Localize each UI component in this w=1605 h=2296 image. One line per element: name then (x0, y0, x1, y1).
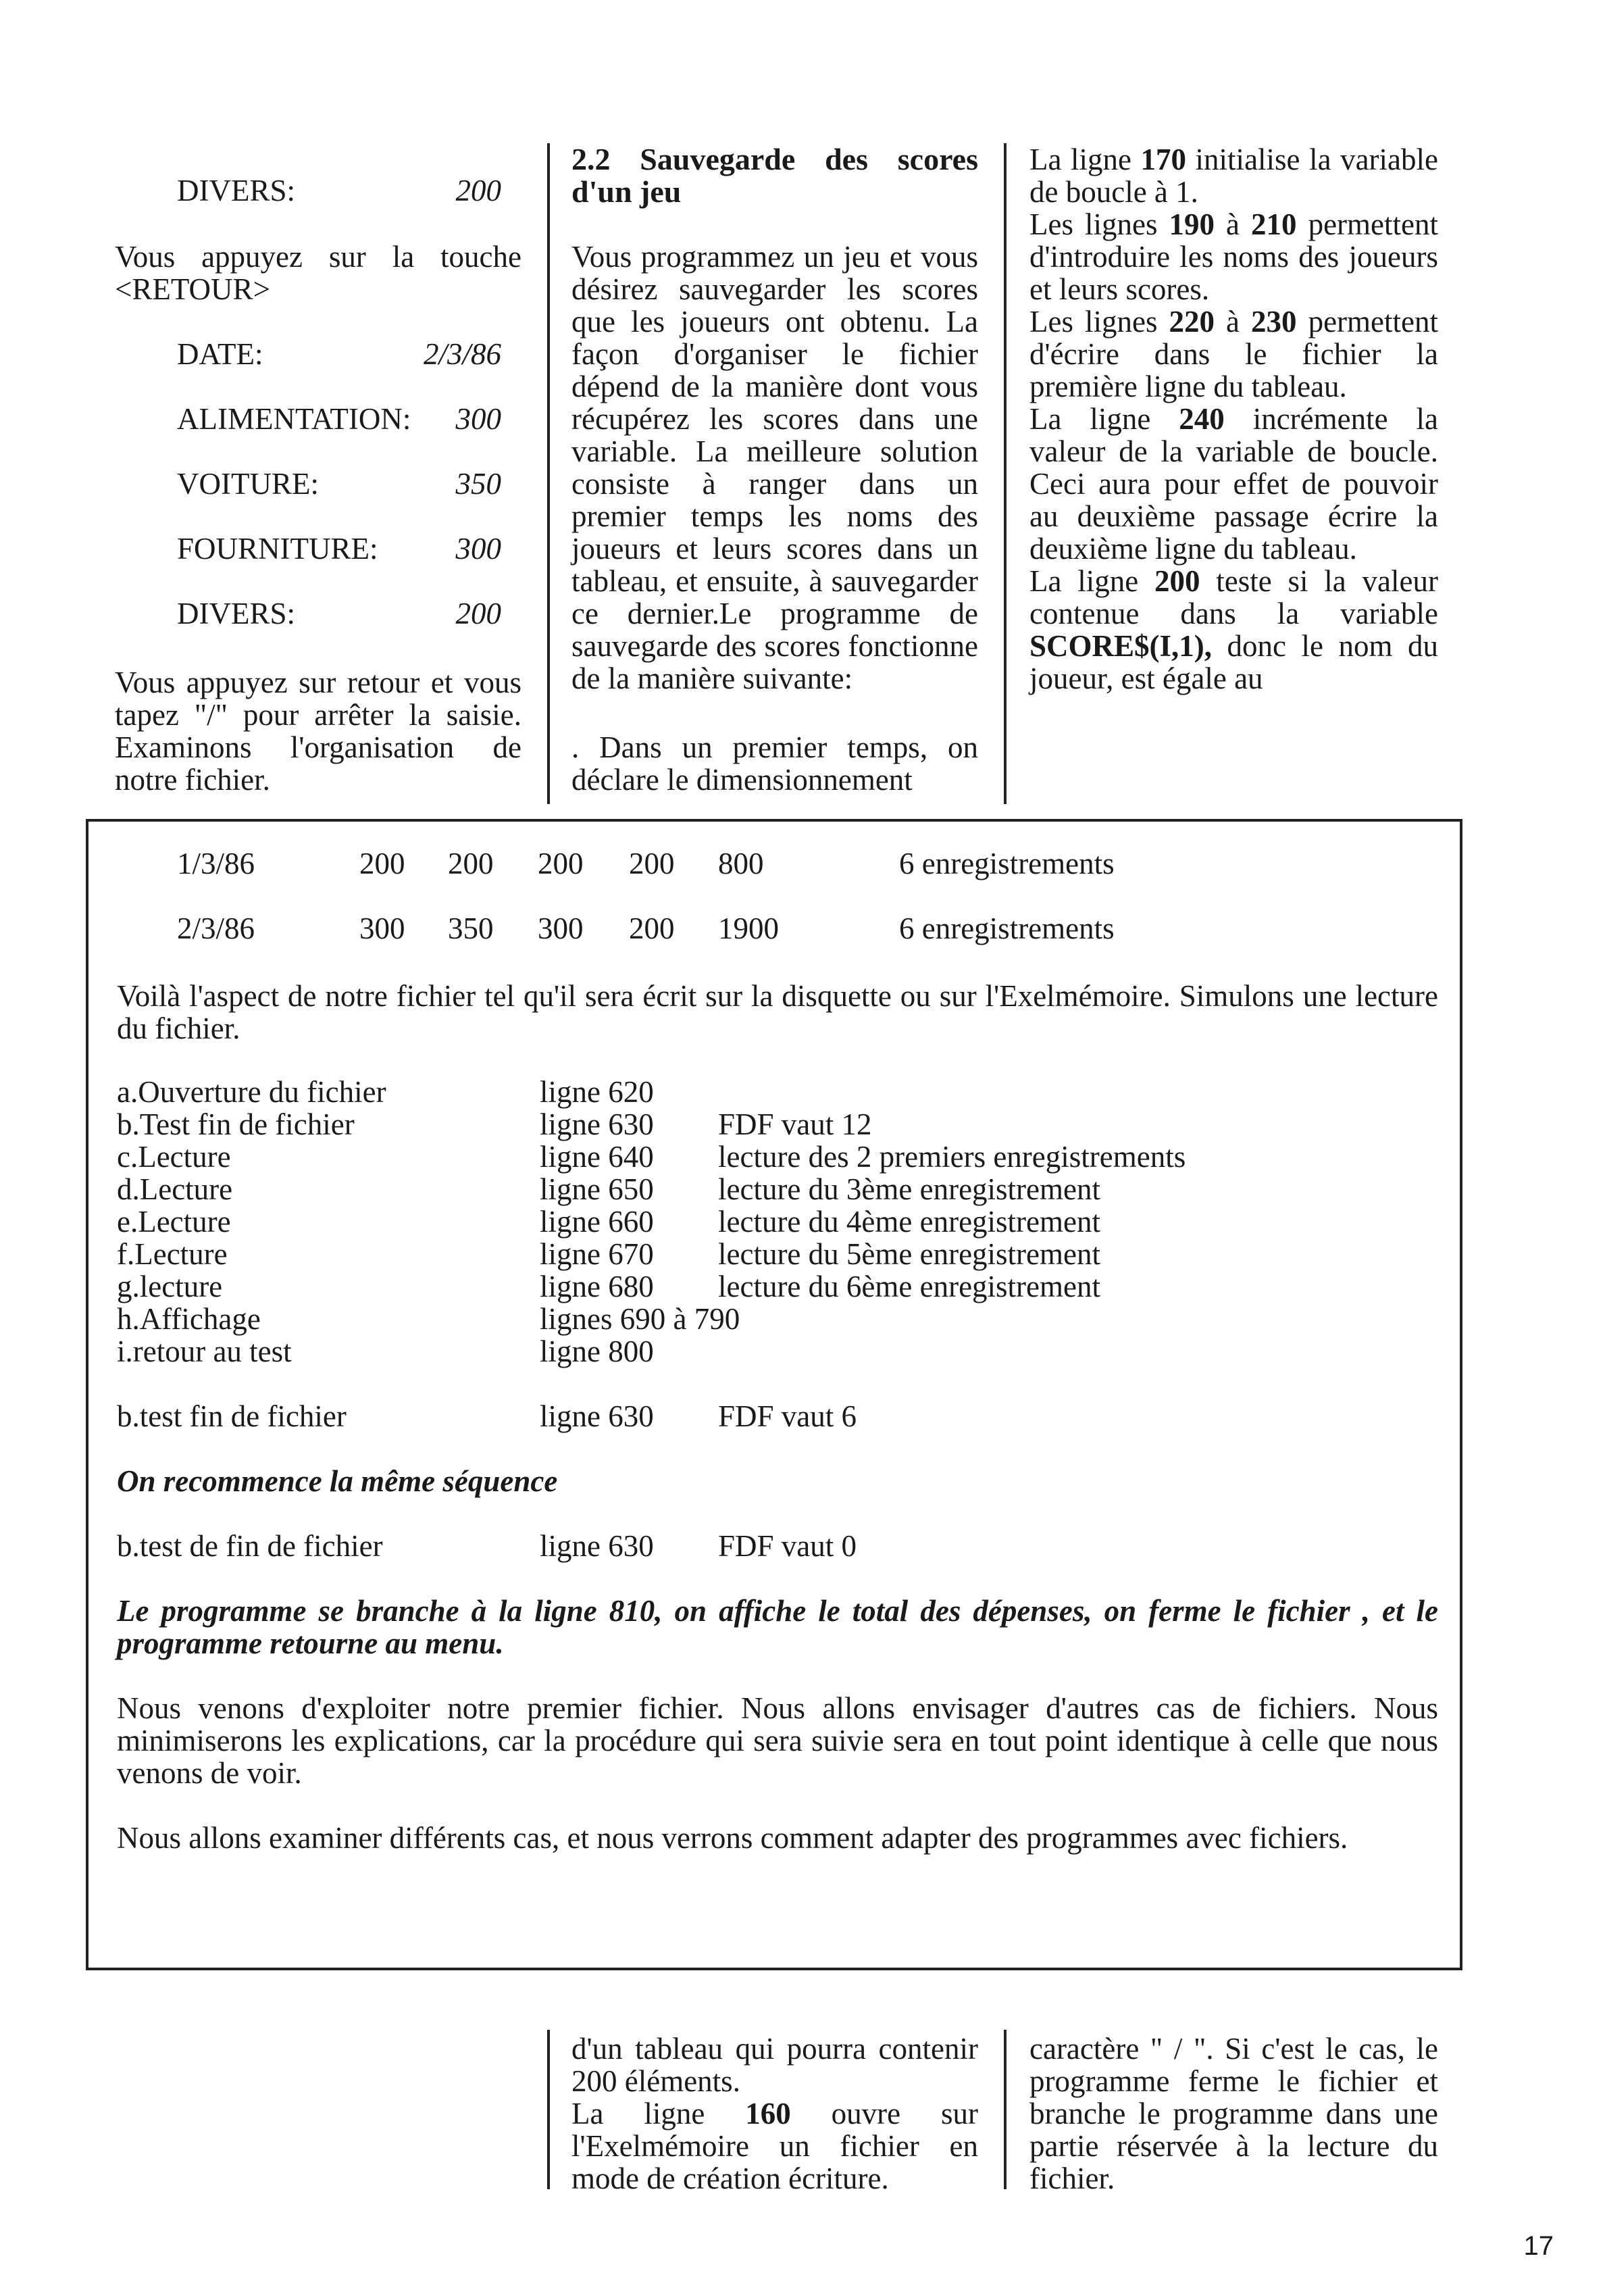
page-number: 17 (1523, 2231, 1554, 2261)
step-label: e.Lecture (117, 1205, 231, 1239)
step-note: lecture du 3ème enregistrement (718, 1172, 1100, 1206)
exploit-paragraph: Nous venons d'exploiter notre premier fichier. Nous allons envisager d'autres cas de fichiers. Nous minimiserons les explications, car la procédure qui sera suivie sera en tout point identique à celle que nous venons de voir. (117, 1691, 1438, 1790)
column-divider (1004, 2030, 1007, 2189)
entry-value: 300 (455, 402, 501, 436)
record-count: 6 enregistrements (899, 847, 1115, 880)
entry-value: 200 (455, 597, 501, 630)
step-label: c.Lecture (117, 1140, 231, 1174)
step-line: ligne 800 (540, 1334, 654, 1368)
step-label: h.Affichage (117, 1302, 261, 1336)
entry-label: VOITURE: (177, 467, 319, 501)
record-value: 300 (359, 912, 405, 945)
step-label: b.Test fin de fichier (117, 1107, 355, 1141)
repeat-note: On recommence la même séquence (117, 1464, 558, 1498)
section-body-continued: . Dans un premier temps, on déclare le dimensionnement (571, 730, 978, 797)
step-label: d.Lecture (117, 1172, 233, 1206)
step-label: g.lecture (117, 1270, 223, 1303)
column-divider (1004, 143, 1007, 804)
entry-value: 2/3/86 (423, 337, 501, 371)
column-divider (547, 2030, 550, 2189)
section-body: Vous programmez un jeu et vous désirez sauvegarder les scores que les joueurs ont obtenu. La façon d'organiser le fichier dépend de la manière dont vous récupérez les scores dans une variable. La meilleure solution consiste à ranger dans un premier temps les noms des joueurs et leurs scores dans un tableau, et ensuite, à sauvegarder ce dernier.Le programme de sauvegarde des scores fonctionne de la manière suivante: (571, 240, 978, 695)
step-note: FDF vaut 0 (718, 1529, 857, 1563)
entry-label: DATE: (177, 337, 263, 371)
step-line: ligne 660 (540, 1205, 654, 1239)
step-label: a.Ouverture du fichier (117, 1075, 386, 1109)
record-total: 1900 (718, 912, 779, 945)
saisie-paragraph: Vous appuyez sur retour et vous tapez "/" pour arrêter la saisie. Examinons l'organisation de notre fichier. (115, 666, 521, 797)
step-line: ligne 630 (540, 1107, 654, 1141)
entry-label: FOURNITURE: (177, 532, 378, 566)
step-label: f.Lecture (117, 1237, 228, 1271)
bottom-column-3: caractère " / ". Si c'est le cas, le programme ferme le fichier et branche le programme dans une partie réservée à la lecture du fichier. (1029, 2032, 1438, 2195)
step-line: ligne 680 (540, 1270, 654, 1303)
step-line: ligne 670 (540, 1237, 654, 1271)
bottom-column-2: d'un tableau qui pourra contenir 200 éléments. La ligne 160 ouvre sur l'Exelmémoire un fichier en mode de création écriture. (571, 2032, 978, 2195)
record-date: 2/3/86 (177, 912, 255, 945)
step-note: lecture du 6ème enregistrement (718, 1270, 1100, 1303)
column-3: La ligne 170 initialise la variable de boucle à 1. Les lignes 190 à 210 permettent d'introduire les noms des joueurs et leurs scores. Les lignes 220 à 230 permettent d'écrire dans le fichier la première ligne du tableau. La ligne 240 incrémente la valeur de la variable de boucle. Ceci aura pour effet de pouvoir au deuxième passage écrire la deuxième ligne du tableau. La ligne 200 teste si la valeur contenue dans la variable SCORE$(I,1), donc le nom du joueur, est égale au (1029, 143, 1438, 695)
entry-label: ALIMENTATION: (177, 402, 411, 436)
record-value: 200 (538, 847, 584, 880)
step-note: lecture du 4ème enregistrement (718, 1205, 1100, 1239)
entry-label: DIVERS: (177, 597, 296, 630)
next-cases-paragraph: Nous allons examiner différents cas, et nous verrons comment adapter des programmes avec fichiers. (117, 1821, 1348, 1855)
entry-value: 200 (455, 174, 501, 207)
record-value: 350 (448, 912, 494, 945)
entry-value: 300 (455, 532, 501, 566)
step-line: ligne 630 (540, 1399, 654, 1433)
record-count: 6 enregistrements (899, 912, 1115, 945)
step-line: ligne 630 (540, 1529, 654, 1563)
step-label: i.retour au test (117, 1334, 292, 1368)
intro-paragraph: Voilà l'aspect de notre fichier tel qu'il sera écrit sur la disquette ou sur l'Exelmémoire. Simulons une lecture du fichier. (117, 979, 1438, 1045)
record-value: 300 (538, 912, 584, 945)
step-note: lecture des 2 premiers enregistrements (718, 1140, 1186, 1174)
entry-label: DIVERS: (177, 174, 296, 207)
step-note: FDF vaut 6 (718, 1399, 857, 1433)
step-note: FDF vaut 12 (718, 1107, 872, 1141)
step-line: lignes 690 à 790 (540, 1302, 740, 1336)
record-value: 200 (629, 847, 675, 880)
record-value: 200 (629, 912, 675, 945)
record-total: 800 (718, 847, 764, 880)
step-label: b.test de fin de fichier (117, 1529, 383, 1563)
section-heading: 2.2 Sauvegarde des scores d'un jeu (571, 142, 978, 209)
step-label: b.test fin de fichier (117, 1399, 347, 1433)
step-line: ligne 620 (540, 1075, 654, 1109)
step-line: ligne 640 (540, 1140, 654, 1174)
entry-value: 350 (455, 467, 501, 501)
record-date: 1/3/86 (177, 847, 255, 880)
step-note: lecture du 5ème enregistrement (718, 1237, 1100, 1271)
conclusion-paragraph: Le programme se branche à la ligne 810, on affiche le total des dépenses, on ferme le fichier , et le programme retourne au menu. (117, 1594, 1438, 1660)
step-line: ligne 650 (540, 1172, 654, 1206)
file-simulation-box (86, 819, 1462, 1970)
column-divider (547, 143, 550, 804)
retour-paragraph: Vous appuyez sur la touche <RETOUR> (115, 240, 521, 306)
record-value: 200 (359, 847, 405, 880)
record-value: 200 (448, 847, 494, 880)
